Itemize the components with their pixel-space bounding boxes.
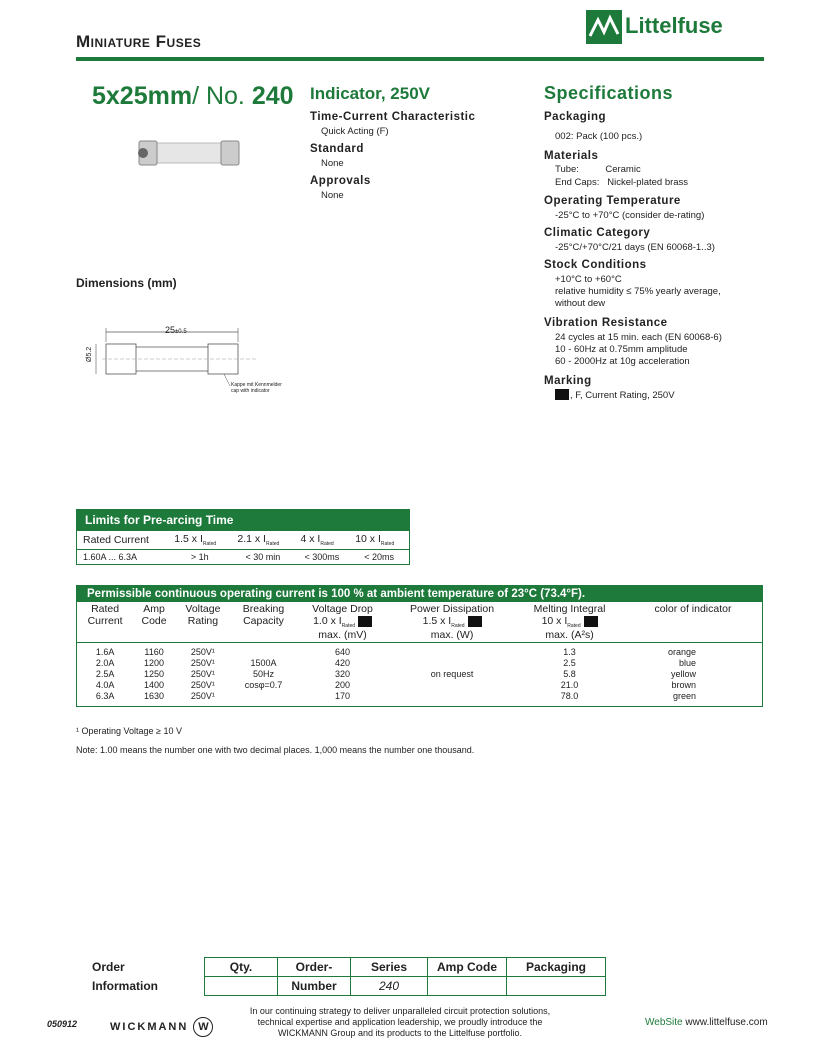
- h-pd-3: max. (W): [430, 629, 474, 642]
- section-title: Miniature Fuses: [76, 32, 202, 51]
- h-amp: [133, 602, 175, 643]
- order-series-value: 240: [351, 977, 428, 996]
- climatic-value: -25°C/+70°C/21 days (EN 60068-1..3): [555, 242, 715, 253]
- model-no: 240: [251, 82, 294, 110]
- littelfuse-logo-icon: [586, 10, 622, 44]
- wickmann-w-icon: W: [193, 1017, 213, 1037]
- order-qty-header: Qty.: [205, 958, 278, 977]
- limits-r0: 1.60A ... 6.3A: [77, 550, 169, 565]
- cell-amp: 1250: [144, 669, 165, 680]
- limits-h2: [231, 531, 294, 550]
- dim-note-en: cap with indicator: [231, 388, 270, 394]
- website-label: WebSite: [645, 1017, 683, 1028]
- stock-label: Stock Conditions: [544, 259, 647, 271]
- dimensions-label: Dimensions (mm): [76, 276, 177, 290]
- website: [645, 1017, 768, 1028]
- h-amp-2: Code: [141, 615, 167, 627]
- h-mi-2-text: 10 x I: [541, 615, 568, 627]
- specs-title: Specifications: [544, 83, 674, 103]
- limits-r3: < 300ms: [294, 550, 349, 565]
- footer-message: [235, 1006, 565, 1039]
- standard-label: Standard: [310, 143, 364, 155]
- website-link[interactable]: www.littelfuse.com: [685, 1017, 768, 1028]
- climatic-label: Climatic Category: [544, 227, 651, 239]
- cell-vd: 640: [335, 647, 351, 658]
- order-amp-header: Amp Code: [428, 958, 507, 977]
- order-amp-input[interactable]: [428, 977, 507, 996]
- marking-value: , F, Current Rating, 250V: [570, 390, 675, 401]
- materials-label: Materials: [544, 150, 599, 162]
- dim-length-tol: ±0.5: [175, 329, 187, 335]
- optemp-value: -25°C to +70°C (consider de-rating): [555, 210, 705, 221]
- h-volt-2: Rating: [187, 615, 219, 627]
- cell-vd: 170: [335, 691, 351, 702]
- cell-current: 6.3A: [95, 691, 115, 702]
- dim-diameter: Ø5.2: [86, 346, 93, 362]
- footer-msg-3: WICKMANN Group and its products to the Littelfuse portfolio.: [277, 1028, 523, 1038]
- footer-msg-1: In our continuing strategy to deliver unparalleled circuit protection solutions,: [249, 1006, 551, 1016]
- tcc-label: Time-Current Characteristic: [310, 111, 476, 123]
- limits-h3: [294, 531, 349, 550]
- model-size: 5x25mm: [92, 82, 193, 110]
- limits-h4-text: 10 x I: [355, 533, 381, 545]
- cell-current: 1.6A: [95, 647, 115, 658]
- h-volt: [175, 602, 231, 643]
- cell-amp: 1200: [144, 658, 165, 669]
- order-table: [76, 957, 606, 996]
- cell-amp: 1400: [144, 680, 165, 691]
- limits-h0: Rated Current: [77, 531, 169, 550]
- doc-id: 050912: [47, 1019, 78, 1029]
- cell-color: yellow: [670, 669, 696, 680]
- packaging-value: 002: Pack (100 pcs.): [555, 131, 643, 142]
- h-pd-2: [391, 615, 513, 629]
- cell-volt: 250V¹: [190, 669, 215, 680]
- cell-vd: 200: [335, 680, 351, 691]
- limits-h1-sub: Rated: [202, 541, 217, 548]
- order-number-header-1: Order-: [278, 958, 351, 977]
- dim-note-de: Kappe mit Kennmelder: [231, 382, 282, 388]
- limits-r1: > 1h: [168, 550, 231, 565]
- model-number: [92, 82, 294, 111]
- rating-title: Permissible continuous operating current is 100 % at ambient temperature of 23°C (73.4°F).: [77, 586, 763, 603]
- h-color-text: color of indicator: [654, 603, 732, 615]
- h-vd-2: [298, 615, 387, 629]
- limits-h3-text: 4 x I: [300, 533, 321, 545]
- h-vd-3: max. (mV): [318, 629, 367, 642]
- cell-volt: 250V¹: [190, 691, 215, 702]
- cell-mi: 2.5: [563, 658, 576, 669]
- cell-current: 4.0A: [95, 680, 115, 691]
- cell-volt: 250V¹: [190, 647, 215, 658]
- order-label-2: Information: [92, 979, 158, 993]
- cell-color: brown: [671, 680, 696, 691]
- h-vd-2-text: 1.0 x I: [313, 615, 342, 627]
- h-amp-1: Amp: [143, 603, 165, 615]
- cell-vd: 320: [335, 669, 351, 680]
- model-sep: / No.: [192, 82, 245, 110]
- packaging-label: Packaging: [544, 111, 607, 123]
- cell-amp: 1160: [144, 647, 164, 658]
- header-rule: [76, 57, 764, 61]
- cell-amp: 1630: [144, 691, 165, 702]
- limits-h2-text: 2.1 x I: [237, 533, 266, 545]
- cell-vd: 420: [335, 658, 351, 669]
- h-pd-symbol-icon: [468, 616, 482, 627]
- materials-tube: Tube: Ceramic: [555, 164, 641, 175]
- cell-volt: 250V¹: [190, 658, 215, 669]
- h-mi-sub: Rated: [567, 623, 581, 630]
- cell-mi: 78.0: [560, 691, 579, 702]
- cell-color: orange: [667, 647, 696, 658]
- fuse-photo: [133, 139, 243, 167]
- h-pd-sub: Rated: [451, 623, 465, 630]
- wickmann-text: WICKMANN: [110, 1020, 189, 1033]
- standard-value: None: [321, 158, 344, 169]
- order-number-header-2: Number: [278, 977, 351, 996]
- order-qty-input[interactable]: [205, 977, 278, 996]
- approvals-value: None: [321, 190, 344, 201]
- cell-color: blue: [678, 658, 696, 669]
- limits-r2: < 30 min: [231, 550, 294, 565]
- footnote: ¹ Operating Voltage ≥ 10 V: [76, 726, 183, 736]
- tcc-value: Quick Acting (F): [321, 126, 389, 137]
- vibration-2: 10 - 60Hz at 0.75mm amplitude: [555, 344, 688, 355]
- footer-msg-2: technical expertise and application leadership, we proudly introduce the: [257, 1017, 543, 1027]
- cell-breaking: [231, 643, 296, 707]
- limits-h3-sub: Rated: [320, 541, 334, 548]
- breaking-1: 1500A: [250, 658, 277, 669]
- breaking-3: cosφ=0.7: [244, 680, 283, 691]
- table-row: [77, 643, 763, 659]
- limits-h1: [168, 531, 231, 550]
- limits-h2-sub: Rated: [265, 541, 280, 548]
- order-pack-header: Packaging: [507, 958, 606, 977]
- h-rated-1: Rated: [91, 603, 120, 615]
- cell-mi: 1.3: [563, 647, 576, 658]
- h-pd-1: Power Dissipation: [410, 603, 495, 615]
- cell-mi: 21.0: [560, 680, 579, 691]
- approvals-label: Approvals: [310, 175, 371, 187]
- vibration-3: 60 - 2000Hz at 10g acceleration: [555, 356, 690, 367]
- limits-h4-sub: Rated: [380, 541, 395, 548]
- marking-symbol-icon: [555, 389, 569, 400]
- wickmann-logo: [110, 1017, 213, 1037]
- h-vd: [296, 602, 389, 643]
- cell-current: 2.5A: [95, 669, 115, 680]
- h-vd-sub: Rated: [341, 623, 356, 630]
- h-mi-2: [517, 615, 622, 629]
- h-break-2: Capacity: [243, 615, 284, 627]
- h-mi-symbol-icon: [584, 616, 598, 627]
- dim-cap-note: [231, 382, 282, 394]
- h-pd-2-text: 1.5 x I: [422, 615, 452, 627]
- h-rated-2: Current: [87, 615, 123, 627]
- dim-length: [165, 325, 187, 335]
- marking-label: Marking: [544, 375, 592, 387]
- h-volt-1: Voltage: [185, 603, 221, 615]
- order-pack-input[interactable]: [507, 977, 606, 996]
- optemp-label: Operating Temperature: [544, 195, 681, 207]
- vibration-label: Vibration Resistance: [544, 317, 668, 329]
- breaking-2: 50Hz: [253, 669, 275, 680]
- h-vd-1: Voltage Drop: [312, 603, 373, 615]
- h-mi: [515, 602, 624, 643]
- h-vd-symbol-icon: [358, 616, 372, 627]
- materials-caps: End Caps: Nickel-plated brass: [555, 177, 689, 188]
- vibration-1: 24 cycles at 15 min. each (EN 60068-6): [555, 332, 722, 343]
- h-break: [231, 602, 296, 643]
- limits-table: [76, 509, 410, 565]
- stock-3: without dew: [555, 298, 606, 309]
- limits-h1-text: 1.5 x I: [174, 533, 203, 545]
- product-title: Indicator, 250V: [310, 84, 430, 103]
- stock-1: +10°C to +60°C: [555, 274, 622, 285]
- order-series-header: Series: [351, 958, 428, 977]
- h-color: [624, 602, 763, 643]
- cell-current: 2.0A: [95, 658, 115, 669]
- cell-volt: 250V¹: [190, 680, 215, 691]
- limits-r4: < 20ms: [349, 550, 409, 565]
- h-break-1: Breaking: [242, 603, 285, 615]
- h-pd: [389, 602, 515, 643]
- number-note: Note: 1.00 means the number one with two decimal places. 1,000 means the number one thousand.: [76, 745, 475, 755]
- stock-2: relative humidity ≤ 75% yearly average,: [555, 286, 721, 297]
- cell-power: on request: [430, 669, 474, 680]
- cell-mi: 5.8: [563, 669, 576, 680]
- rating-table: [76, 585, 763, 707]
- h-rated: [77, 602, 134, 643]
- order-label-1: Order: [92, 960, 125, 974]
- h-mi-1: Melting Integral: [533, 603, 606, 615]
- limits-title: Limits for Pre-arcing Time: [77, 510, 410, 531]
- cell-color: green: [672, 691, 696, 702]
- limits-h4: [349, 531, 409, 550]
- dim-length-value: 25: [165, 325, 176, 335]
- brand-name: Littelfuse: [625, 13, 723, 38]
- h-mi-3: max. (A²s): [545, 629, 594, 642]
